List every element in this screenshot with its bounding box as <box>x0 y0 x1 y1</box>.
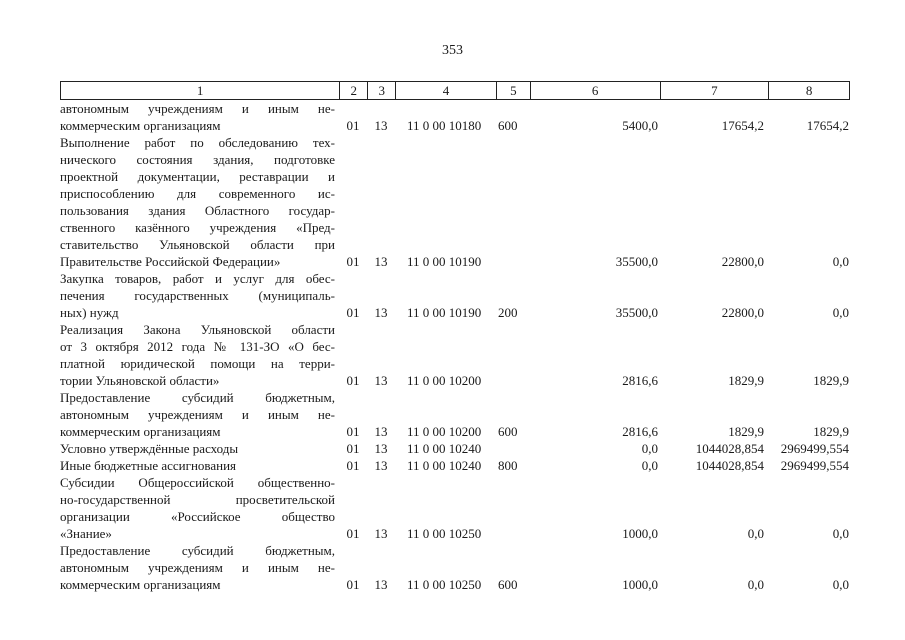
cell-c4: 11 0 00 10180 <box>407 118 482 133</box>
cell-c2: 01 <box>346 118 360 133</box>
cell-c5: 800 <box>498 458 518 473</box>
description-line: печения государственных (муниципаль- <box>60 288 335 303</box>
description-line: коммерческим организациям <box>60 118 221 133</box>
cell-c4: 11 0 00 10190 <box>407 305 482 320</box>
cell-c4: 11 0 00 10200 <box>407 373 482 388</box>
description-line: Правительстве Российской Федерации» <box>60 254 281 269</box>
table-row <box>60 134 850 270</box>
column-header: 5 <box>496 82 530 99</box>
table-row <box>60 321 850 389</box>
cell-c3: 13 <box>374 458 388 473</box>
row-description <box>60 457 339 474</box>
description-line: Предоставление субсидий бюджетным, <box>60 390 335 405</box>
table-row <box>60 440 850 457</box>
description-line: но-государственной просветительской <box>60 492 335 507</box>
cell-c5 <box>496 525 530 542</box>
cell-c8: 1829,9 <box>813 373 849 388</box>
cell-c2: 01 <box>346 305 360 320</box>
cell-c7: 1829,9 <box>728 373 764 388</box>
cell-c6: 2816,6 <box>622 424 658 439</box>
description-line: проектной документации, реставрации и <box>60 169 335 184</box>
column-header: 2 <box>339 82 367 99</box>
table-row <box>60 457 850 474</box>
row-description <box>60 100 339 134</box>
description-line: тории Ульяновской области» <box>60 373 220 388</box>
cell-c7: 1044028,854 <box>695 441 764 456</box>
row-description <box>60 321 339 389</box>
cell-c2: 01 <box>346 441 360 456</box>
cell-c6: 35500,0 <box>615 305 658 320</box>
cell-c4: 11 0 00 10200 <box>407 424 482 439</box>
table-row <box>60 474 850 542</box>
cell-c8: 2969499,554 <box>780 458 849 473</box>
cell-c6: 0,0 <box>641 441 658 456</box>
cell-c4: 11 0 00 10250 <box>407 526 482 541</box>
description-line: Субсидии Общероссийской общественно- <box>60 475 335 490</box>
description-line: ственного казённого учреждения «Пред- <box>60 220 335 235</box>
description-line: Иные бюджетные ассигнования <box>60 458 237 473</box>
row-description <box>60 474 339 542</box>
cell-c8: 0,0 <box>832 254 849 269</box>
row-description <box>60 542 339 593</box>
column-header: 7 <box>660 82 769 99</box>
cell-c3: 13 <box>374 373 388 388</box>
description-line: ставительство Ульяновской области при <box>60 237 335 252</box>
description-line: автономным учреждениям и иным не- <box>60 101 335 116</box>
description-line: коммерческим организациям <box>60 424 221 439</box>
cell-c6: 1000,0 <box>622 526 658 541</box>
cell-c6: 0,0 <box>641 458 658 473</box>
cell-c2: 01 <box>346 526 360 541</box>
cell-c6: 1000,0 <box>622 577 658 592</box>
table-body <box>60 100 850 593</box>
description-line: ных) нужд <box>60 305 119 320</box>
row-description <box>60 270 339 321</box>
page-number: 353 <box>442 43 463 58</box>
cell-c7: 22800,0 <box>721 305 764 320</box>
description-line: автономным учреждениям и иным не- <box>60 560 335 575</box>
description-line: Предоставление субсидий бюджетным, <box>60 543 335 558</box>
cell-c7: 0,0 <box>747 577 764 592</box>
cell-c3: 13 <box>374 577 388 592</box>
column-header: 6 <box>530 82 660 99</box>
cell-c5 <box>496 440 530 457</box>
cell-c3: 13 <box>374 305 388 320</box>
cell-c8: 0,0 <box>832 305 849 320</box>
table-row <box>60 542 850 593</box>
cell-c5 <box>496 253 530 270</box>
cell-c6: 35500,0 <box>615 254 658 269</box>
description-line: организации «Российское общество <box>60 509 335 524</box>
cell-c7: 22800,0 <box>721 254 764 269</box>
cell-c6: 5400,0 <box>622 118 658 133</box>
row-description <box>60 134 339 270</box>
cell-c8: 2969499,554 <box>780 441 849 456</box>
cell-c5: 200 <box>498 305 518 320</box>
table-header <box>60 81 850 100</box>
description-line: приспособлению для современного ис- <box>60 186 335 201</box>
cell-c8: 0,0 <box>832 526 849 541</box>
cell-c2: 01 <box>346 424 360 439</box>
description-line: платной юридической помощи на терри- <box>60 356 335 371</box>
cell-c8: 0,0 <box>832 577 849 592</box>
description-line: Выполнение работ по обследованию тех- <box>60 135 335 150</box>
cell-c2: 01 <box>346 577 360 592</box>
cell-c5: 600 <box>498 424 518 439</box>
cell-c3: 13 <box>374 118 388 133</box>
row-description <box>60 440 339 457</box>
cell-c7: 1044028,854 <box>695 458 764 473</box>
cell-c3: 13 <box>374 254 388 269</box>
cell-c3: 13 <box>374 424 388 439</box>
column-header: 4 <box>395 82 496 99</box>
cell-c7: 17654,2 <box>721 118 764 133</box>
description-line: «Знание» <box>60 526 112 541</box>
row-description <box>60 389 339 440</box>
cell-c2: 01 <box>346 254 360 269</box>
cell-c3: 13 <box>374 441 388 456</box>
cell-c5: 600 <box>498 118 518 133</box>
table-row <box>60 389 850 440</box>
cell-c6: 2816,6 <box>622 373 658 388</box>
cell-c3: 13 <box>374 526 388 541</box>
cell-c7: 1829,9 <box>728 424 764 439</box>
cell-c2: 01 <box>346 373 360 388</box>
cell-c7: 0,0 <box>747 526 764 541</box>
cell-c5: 600 <box>498 577 518 592</box>
description-line: Условно утверждённые расходы <box>60 441 239 456</box>
description-line: нического состояния здания, подготовке <box>60 152 335 167</box>
description-line: пользования здания Областного государ- <box>60 203 335 218</box>
column-header: 1 <box>196 83 204 98</box>
cell-c2: 01 <box>346 458 360 473</box>
cell-c4: 11 0 00 10190 <box>407 254 482 269</box>
description-line: Закупка товаров, работ и услуг для обес- <box>60 271 335 286</box>
budget-table <box>60 81 850 593</box>
cell-c4: 11 0 00 10240 <box>407 441 482 456</box>
cell-c8: 1829,9 <box>813 424 849 439</box>
table-row <box>60 270 850 321</box>
description-line: коммерческим организациям <box>60 577 221 592</box>
column-header: 8 <box>768 82 849 99</box>
column-header: 3 <box>367 82 395 99</box>
description-line: от 3 октября 2012 года № 131-ЗО «О бес- <box>60 339 335 354</box>
description-line: Реализация Закона Ульяновской области <box>60 322 335 337</box>
cell-c5 <box>496 372 530 389</box>
table-row <box>60 100 850 134</box>
cell-c8: 17654,2 <box>806 118 849 133</box>
cell-c4: 11 0 00 10240 <box>407 458 482 473</box>
description-line: автономным учреждениям и иным не- <box>60 407 335 422</box>
cell-c4: 11 0 00 10250 <box>407 577 482 592</box>
